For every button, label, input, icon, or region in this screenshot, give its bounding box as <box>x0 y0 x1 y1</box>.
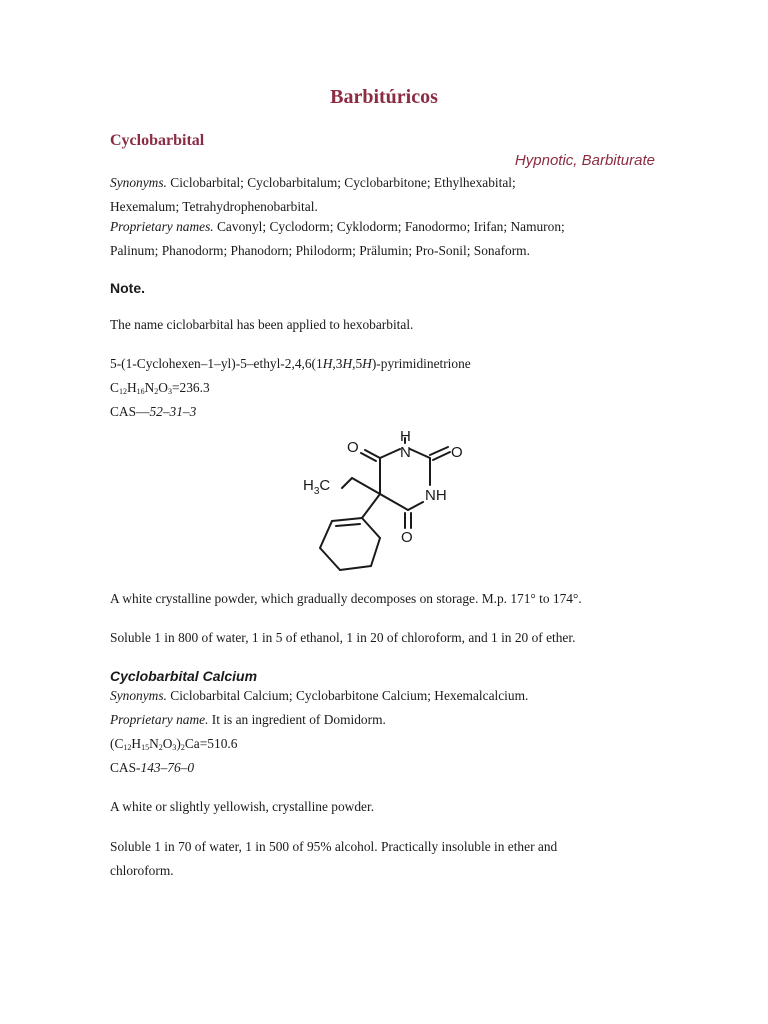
formula-n: N <box>144 380 155 395</box>
calcium-solubility-line-1: Soluble 1 in 70 of water, 1 in 500 of 95% alcohol. Practically insoluble in ether and <box>110 839 558 854</box>
bond-r6-double <box>336 524 360 526</box>
ca-formula-open: (C <box>110 736 124 751</box>
drug-category: Hypnotic, Barbiturate <box>514 152 655 169</box>
label-nh: NH <box>425 487 447 504</box>
note-text: The name ciclobarbital has been applied to hexobarbital. <box>110 317 414 332</box>
calcium-cas-prefix: CAS- <box>110 760 141 775</box>
formula-n-count: 2 <box>154 387 159 396</box>
formula-c-count: 12 <box>118 387 127 396</box>
solubility-text: Soluble 1 in 800 of water, 1 in 5 of ethanol, 1 in 20 of chloroform, and 1 in 20 of ether. <box>110 630 576 645</box>
chemical-name <box>110 352 471 376</box>
structure-diagram <box>296 422 486 578</box>
bond-c4-n3 <box>380 449 400 458</box>
formula-mass: =236.3 <box>171 380 210 395</box>
cas-prefix: CAS— <box>110 404 150 419</box>
note-heading: Note. <box>110 280 145 296</box>
synonyms-text-1: Ciclobarbital; Cyclobarbitalum; Cyclobarbitone; Ethylhexabital; <box>170 175 516 190</box>
calcium-solubility-line-2: chloroform. <box>110 863 174 878</box>
ca-formula-close: ) <box>176 736 181 751</box>
bond-n3-c2 <box>410 449 430 458</box>
drug-title: Cyclobarbital <box>110 132 205 149</box>
bond-ch2-ch3 <box>342 478 352 488</box>
chem-name-part1: 5-(1-Cyclohexen–1–yl)-5–ethyl-2,4,6(1 <box>110 356 323 371</box>
ca-formula-c-count: 12 <box>123 743 132 752</box>
bond-r5 <box>320 521 332 548</box>
label-o-right: O <box>451 444 463 461</box>
description-text: A white crystalline powder, which gradually decomposes on storage. M.p. 171° to 174°. <box>110 591 582 606</box>
ca-formula-o-count: 3 <box>172 743 177 752</box>
synonyms-line-2: Hexemalum; Tetrahydrophenobarbital. <box>110 199 318 214</box>
calcium-synonyms-text: Ciclobarbital Calcium; Cyclobarbitone Calcium; Hexemalcalcium. <box>170 688 529 703</box>
page-title: Barbitúricos <box>330 86 438 108</box>
calcium-synonyms-line <box>110 684 528 708</box>
ca-formula-n: N <box>149 736 159 751</box>
label-n-top: N <box>400 444 411 461</box>
ca-formula-h-count: 15 <box>141 743 150 752</box>
label-o-bottom: O <box>401 529 413 546</box>
calcium-heading: Cyclobarbital Calcium <box>110 668 258 684</box>
ca-formula-rest: Ca=510.6 <box>184 736 238 751</box>
synonyms-line-1 <box>110 171 516 195</box>
formula-h-count: 16 <box>136 387 145 396</box>
chem-sep-2: ,5 <box>352 356 363 371</box>
chem-h-3: H <box>362 356 372 371</box>
bond-c5-ring <box>362 494 380 518</box>
bond-r3 <box>340 566 371 570</box>
label-h3c-c: C <box>319 477 331 494</box>
label-h3c-h: H <box>303 477 314 494</box>
calcium-proprietary-text: It is an ingredient of Domidorm. <box>211 712 386 727</box>
cas-line <box>110 400 196 424</box>
formula-o: O <box>158 380 168 395</box>
proprietary-label: Proprietary names. <box>110 219 214 234</box>
proprietary-text-1: Cavonyl; Cyclodorm; Cyklodorm; Fanodormo; Irifan; Namuron; <box>217 219 565 234</box>
cas-number: 52–31–3 <box>149 404 197 419</box>
calcium-description: A white or slightly yellowish, crystalline powder. <box>110 799 375 814</box>
bond-r1 <box>362 518 380 538</box>
bond-r2 <box>371 538 380 566</box>
formula-h: H <box>126 380 137 395</box>
bond-n1-c6 <box>408 502 423 510</box>
calcium-proprietary-line <box>110 708 386 732</box>
ca-formula-o: O <box>162 736 173 751</box>
chem-sep-1: ,3 <box>332 356 343 371</box>
synonyms-label: Synonyms. <box>110 175 167 190</box>
chem-name-part2: )-pyrimidinetrione <box>371 356 471 371</box>
calcium-cas-number: 143–76–0 <box>140 760 195 775</box>
label-h3c-3: 3 <box>313 486 320 497</box>
calcium-synonyms-label: Synonyms. <box>110 688 167 703</box>
proprietary-line-2: Palinum; Phanodorm; Phanodorn; Philodorm; Prälumin; Pro-Sonil; Sonaform. <box>110 243 530 258</box>
bond-c6-c5 <box>380 494 408 510</box>
label-h3c <box>303 477 330 497</box>
calcium-formula <box>110 732 237 756</box>
chem-h-2: H <box>342 356 353 371</box>
molecular-formula <box>110 376 210 400</box>
label-o-topleft: O <box>347 439 359 456</box>
label-h-top: H <box>400 428 411 445</box>
ca-formula-multiplier: 2 <box>180 743 185 752</box>
formula-o-count: 3 <box>167 387 172 396</box>
calcium-proprietary-label: Proprietary name. <box>110 712 209 727</box>
proprietary-line-1 <box>110 215 565 239</box>
calcium-cas-line <box>110 756 194 780</box>
bond-r4 <box>320 548 340 570</box>
ca-formula-n-count: 2 <box>158 743 163 752</box>
chem-h-1: H <box>322 356 333 371</box>
bond-r6 <box>332 518 362 521</box>
formula-c: C <box>110 380 119 395</box>
bond-c5-ch2 <box>352 478 380 494</box>
ca-formula-h: H <box>131 736 142 751</box>
